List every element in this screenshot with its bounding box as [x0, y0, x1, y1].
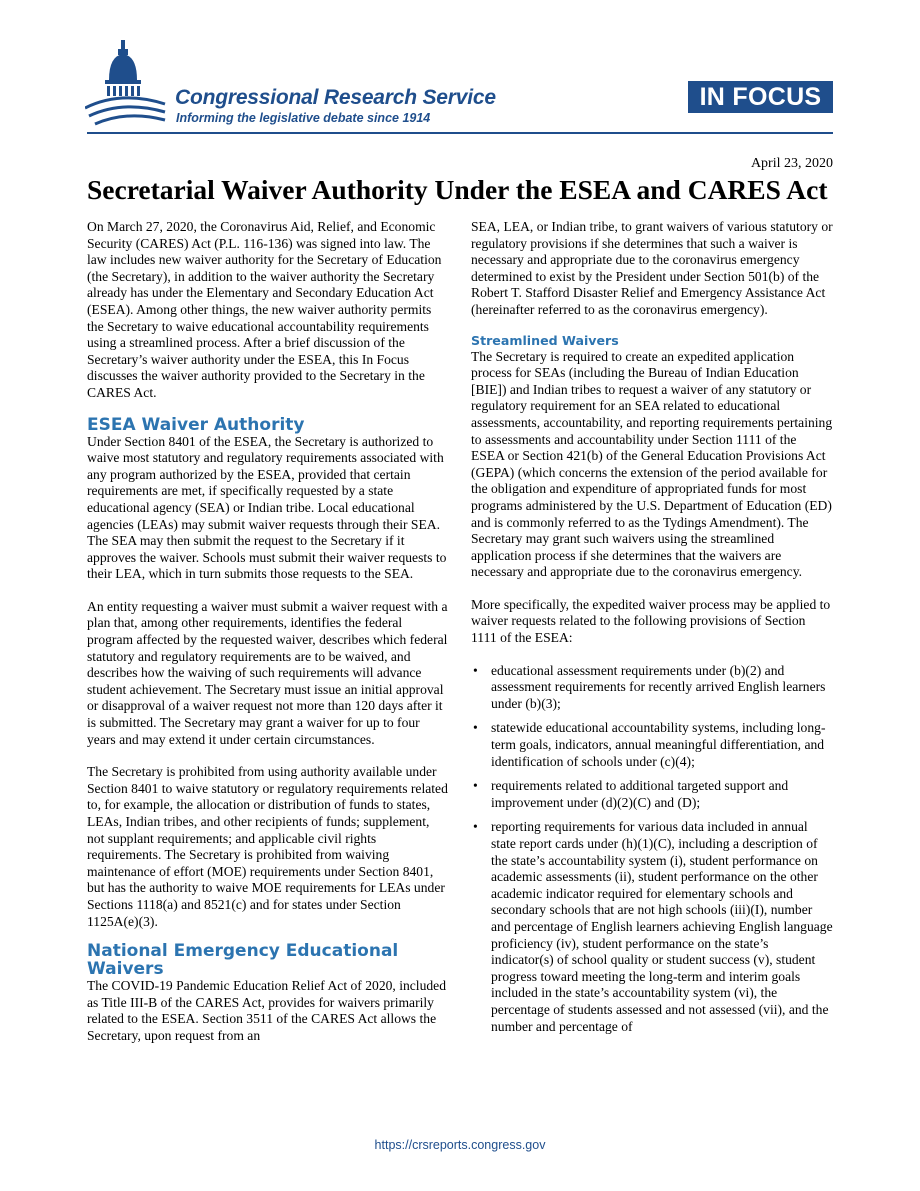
- capitol-dome-icon: [85, 40, 167, 128]
- bullet-icon: •: [473, 778, 478, 794]
- streamlined-paragraph-2: More specifically, the expedited waiver process may be applied to waiver requests related to the following provisions of Section 1111 of the ESEA:: [471, 596, 831, 646]
- footer-url[interactable]: https://crsreports.congress.gov: [374, 1138, 546, 1152]
- list-item: [471, 720, 833, 770]
- list-item: [471, 819, 833, 1035]
- list-item-text: statewide educational accountability systems, including long-term goals, indicators, annual meaningful differentiation, and identification of schools under (c)(4);: [491, 720, 826, 769]
- bullet-icon: •: [473, 720, 478, 736]
- provisions-list: [471, 663, 833, 1035]
- esea-paragraph-1: Under Section 8401 of the ESEA, the Secretary is authorized to waive most statutory and regulatory requirements associated with any program authorized by the ESEA, provided that certain requirements are met, if specifically requested by a state educational agency (SEA) or Indian tribe. Local educational agencies (LEAs) may submit waiver requests through their SEA. The SEA may then submit the request to the Secretary if it approves the waiver. Schools must submit their waiver requests to their LEA, which in turn submits those requests to the SEA.: [87, 433, 447, 582]
- list-item-text: requirements related to additional targeted support and improvement under (d)(2)(C) and (D);: [491, 778, 789, 810]
- in-focus-badge: IN FOCUS: [688, 81, 833, 113]
- org-tagline: Informing the legislative debate since 1914: [176, 111, 431, 125]
- org-name: Congressional Research Service: [175, 86, 496, 109]
- esea-paragraph-3: The Secretary is prohibited from using authority available under Section 8401 to waive statutory or regulatory requirements related to, for example, the allocation or distribution of funds to states, LEAs, Indian tribes, and other recipients of funds; supplement, not supplant requirements; and applicable civil rights requirements. The Secretary is prohibited from waiving maintenance of effort (MOE) requirements under Section 8401, but has the authority to waive MOE requirements for LEAs under Sections 1118(a) and 8521(c) and for states under Section 1125A(e)(3).: [87, 764, 448, 929]
- list-item-text: reporting requirements for various data included in annual state report cards under (h)(1)(C), including a description of the state’s accountability system (i), student performance on academic assessments (ii), student performance on the other academic indicator required for elementary schools and secondary schools that are not high schools (iii)(I), number and percentage of English learners achieving English language proficiency (iv), student performance on the state’s indicator(s) of school quality or student success (v), student progress toward meeting the long-term and interim goals included in the state’s accountability system (vi), the percentage of students assessed and not assessed (vii), and the number and percentage of: [491, 819, 833, 1034]
- streamlined-paragraph-1: The Secretary is required to create an expedited application process for SEAs (including the Bureau of Indian Education [BIE]) and Indian tribes to request a waiver of any statutory or regulatory requirement for an SEA related to educational assessments, accountability, and reporting requirements pertaining to assessments and accountability under Section 1111 of the ESEA or Section 421(b) of the General Education Provisions Act (GEPA) (which concerns the extension of the period available for the obligation and expenditure of appropriated funds for most programs administered by the U.S. Department of Education (ED) and is commonly referred to as the Tydings Amendment). The Secretary may grant such waivers using the streamlined application process if she determines that the waivers are necessary and appropriate due to the coronavirus emergency.: [471, 348, 833, 580]
- section-heading-esea: ESEA Waiver Authority: [87, 414, 305, 435]
- continued-paragraph: SEA, LEA, or Indian tribe, to grant waivers of various statutory or regulatory provisions if she determines that such a waiver is necessary and appropriate due to the coronavirus emergency determined to exist by the President under Section 501(b) of the Robert T. Stafford Disaster Relief and Emergency Assistance Act (hereinafter referred to as the coronavirus emergency).: [471, 219, 833, 317]
- left-column: [87, 219, 449, 1045]
- section-heading-national: National Emergency Educational Waivers: [87, 941, 399, 980]
- intro-paragraph: On March 27, 2020, the Coronavirus Aid, Relief, and Economic Security (CARES) Act (P.L. 116-136) was signed into law. The law includes new waiver authority for the Secretary of Education (the Secretary), in addition to the waiver authority the Secretary already has under the Elementary and Secondary Education Act (ESEA). Among other things, the new waiver authority permits the Secretary to waive educational accountability requirements using a streamlined process. After a brief discussion of the Secretary’s waiver authority under the ESEA, this In Focus discusses the waiver authority provided to the Secretary in the CARES Act.: [87, 219, 442, 400]
- bullet-icon: •: [473, 662, 478, 678]
- right-column: [471, 219, 833, 1043]
- document-title: Secretarial Waiver Authority Under the ESEA and CARES Act: [87, 174, 828, 205]
- publication-date: April 23, 2020: [750, 156, 833, 171]
- national-paragraph-1: The COVID-19 Pandemic Education Relief Act of 2020, included as Title III-B of the CARES Act, provides for waivers primarily related to the ESEA. Section 3511 of the CARES Act allows the Secretary, upon request from an: [87, 978, 447, 1043]
- list-item: [471, 778, 833, 811]
- esea-paragraph-2: An entity requesting a waiver must submit a waiver request with a plan that, among other requirements, identifies the federal program affected by the requested waiver, describes which federal statutory and regulatory requirements are to be waived, and describes how the waiving of such requirements will advance student achievement. The Secretary must issue an initial approval or disapproval of a waiver request not more than 120 days after it is submitted. The Secretary may grant a waiver for up to four years and may extend it under certain circumstances.: [87, 598, 448, 747]
- list-item: [471, 663, 833, 713]
- list-item-text: educational assessment requirements under (b)(2) and assessment requirements for recently arrived English learners under (b)(3);: [491, 662, 826, 711]
- bullet-icon: •: [473, 819, 478, 835]
- header-rule: [87, 132, 833, 134]
- subheading-streamlined: Streamlined Waivers: [471, 332, 619, 348]
